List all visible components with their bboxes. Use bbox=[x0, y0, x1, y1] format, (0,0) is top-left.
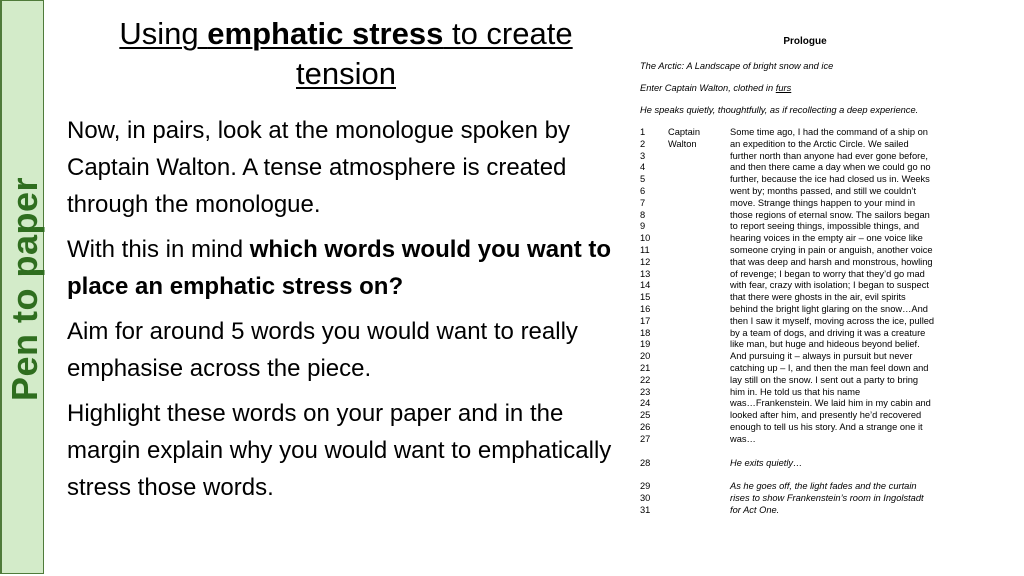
line-speaker bbox=[668, 198, 730, 210]
line-text: lay still on the snow. I sent out a party to bring bbox=[730, 374, 919, 385]
line-text: As he goes off, the light fades and the curtain bbox=[730, 481, 917, 492]
script-line bbox=[640, 280, 970, 292]
line-text: further, because the ice had closed us in. Weeks bbox=[730, 174, 930, 185]
line-speaker bbox=[668, 422, 730, 434]
line-speaker bbox=[668, 328, 730, 340]
line-number: 7 bbox=[640, 197, 646, 208]
line-speaker bbox=[668, 292, 730, 304]
title-bold: emphatic stress bbox=[207, 16, 444, 51]
line-number: 14 bbox=[640, 280, 651, 291]
line-number: 31 bbox=[640, 504, 651, 515]
line-number: 18 bbox=[640, 327, 651, 338]
line-text: was… bbox=[730, 433, 756, 444]
line-text: He exits quietly… bbox=[730, 457, 803, 468]
script-enter bbox=[640, 83, 970, 94]
script-setting: The Arctic: A Landscape of bright snow and ice bbox=[640, 61, 834, 71]
line-speaker bbox=[668, 351, 730, 363]
script-line bbox=[640, 351, 970, 363]
line-text: was…Frankenstein. We laid him in my cabin and bbox=[730, 398, 931, 409]
script-line bbox=[640, 328, 970, 340]
line-text: that was deep and harsh and monstrous, howling bbox=[730, 256, 933, 267]
line-speaker bbox=[668, 316, 730, 328]
instruction-p2-bold: which words would you want to place an emphatic stress on? bbox=[67, 236, 612, 300]
line-number: 8 bbox=[640, 209, 646, 220]
line-speaker bbox=[668, 434, 730, 446]
line-number: 19 bbox=[640, 339, 651, 350]
line-number: 2 bbox=[640, 138, 646, 149]
line-text: And pursuing it – always in pursuit but never bbox=[730, 351, 913, 362]
script-line bbox=[640, 410, 970, 422]
line-speaker bbox=[668, 280, 730, 292]
line-number: 3 bbox=[640, 150, 646, 161]
script-line bbox=[640, 257, 970, 269]
line-number: 24 bbox=[640, 398, 651, 409]
line-number: 30 bbox=[640, 493, 651, 504]
line-text: further north than anyone had ever gone before, bbox=[730, 150, 928, 161]
line-text: to report seeing things, impossible things, and bbox=[730, 221, 920, 232]
script-direction: He speaks quietly, thoughtfully, as if recollecting a deep experience. bbox=[640, 105, 919, 115]
script-line bbox=[640, 292, 970, 304]
line-text: by a team of dogs, and driving it was a creature bbox=[730, 327, 926, 338]
line-speaker bbox=[668, 162, 730, 174]
line-number: 22 bbox=[640, 374, 651, 385]
instruction-p1: Now, in pairs, look at the monologue spoken by Captain Walton. A tense atmosphere is created through the monologue. bbox=[67, 117, 570, 218]
line-speaker bbox=[668, 257, 730, 269]
line-speaker: Walton bbox=[668, 138, 697, 149]
line-number: 26 bbox=[640, 421, 651, 432]
line-text: someone crying in pain or anguish, another voice bbox=[730, 244, 933, 255]
line-number: 10 bbox=[640, 233, 651, 244]
script-line bbox=[640, 269, 970, 281]
line-speaker bbox=[668, 398, 730, 410]
line-number: 17 bbox=[640, 315, 651, 326]
sidebar-banner bbox=[0, 0, 44, 574]
line-number: 5 bbox=[640, 174, 646, 185]
line-number: 1 bbox=[640, 127, 646, 137]
line-speaker bbox=[668, 269, 730, 281]
line-text: looked after him, and presently he’d recovered bbox=[730, 410, 922, 421]
line-text: then I saw it myself, moving across the ice, pulled bbox=[730, 315, 935, 326]
line-text: of revenge; I began to worry that they’d go mad bbox=[730, 268, 925, 279]
line-number: 12 bbox=[640, 256, 651, 267]
line-speaker bbox=[668, 363, 730, 375]
title-part2: to create tension bbox=[296, 16, 573, 91]
line-speaker bbox=[668, 505, 730, 517]
line-speaker bbox=[668, 221, 730, 233]
script-line bbox=[640, 387, 970, 399]
script-line bbox=[640, 245, 970, 257]
line-speaker bbox=[668, 458, 730, 470]
line-text: an expedition to the Arctic Circle. We sailed bbox=[730, 138, 909, 149]
title-part1: Using bbox=[119, 16, 208, 51]
line-text: with fear, crazy with isolation; I began to suspect bbox=[730, 280, 929, 291]
script-lines bbox=[640, 127, 970, 517]
script-line bbox=[640, 505, 970, 517]
line-text: Some time ago, I had the command of a ship on bbox=[730, 127, 928, 137]
line-speaker bbox=[668, 410, 730, 422]
instruction-p2-plain: With this in mind bbox=[67, 236, 250, 263]
script-line bbox=[640, 304, 970, 316]
script-line bbox=[640, 398, 970, 410]
script-enter-word: furs bbox=[775, 83, 792, 93]
line-number: 28 bbox=[640, 457, 651, 468]
script-enter-text: Enter Captain Walton, clothed in bbox=[640, 83, 776, 93]
line-number: 27 bbox=[640, 433, 651, 444]
line-speaker bbox=[668, 375, 730, 387]
script-line bbox=[640, 233, 970, 245]
line-text: move. Strange things happen to your mind in bbox=[730, 197, 916, 208]
line-text: that there were ghosts in the air, evil spirits bbox=[730, 292, 906, 303]
script-line bbox=[640, 186, 970, 198]
line-speaker bbox=[668, 304, 730, 316]
line-speaker bbox=[668, 387, 730, 399]
line-number: 25 bbox=[640, 410, 651, 421]
line-number: 16 bbox=[640, 303, 651, 314]
line-speaker bbox=[668, 481, 730, 493]
line-number: 21 bbox=[640, 362, 651, 373]
line-text: those regions of eternal snow. The sailors began bbox=[730, 209, 930, 220]
line-number: 20 bbox=[640, 351, 651, 362]
line-number: 9 bbox=[640, 221, 646, 232]
line-number: 29 bbox=[640, 481, 651, 492]
script-excerpt bbox=[640, 36, 970, 517]
script-line bbox=[640, 198, 970, 210]
line-speaker bbox=[668, 174, 730, 186]
script-line bbox=[640, 316, 970, 328]
line-speaker bbox=[668, 186, 730, 198]
script-line bbox=[640, 339, 970, 351]
script-line bbox=[640, 151, 970, 163]
line-text: like man, but huge and hideous beyond belief. bbox=[730, 339, 920, 350]
script-line bbox=[640, 162, 970, 174]
line-text: went by; months passed, and still we couldn’t bbox=[730, 185, 917, 196]
sidebar-label: Pen to paper bbox=[4, 176, 45, 402]
line-text: enough to tell us his story. And a strange one it bbox=[730, 421, 923, 432]
script-line bbox=[640, 434, 970, 446]
line-text: behind the bright light glaring on the snow…And bbox=[730, 303, 928, 314]
line-number: 23 bbox=[640, 386, 651, 397]
instruction-p4: Highlight these words on your paper and in the margin explain why you would want to emphatically stress those words. bbox=[67, 400, 612, 501]
line-text: for Act One. bbox=[730, 504, 780, 515]
script-line bbox=[640, 422, 970, 434]
script-line bbox=[640, 221, 970, 233]
line-number: 4 bbox=[640, 162, 646, 173]
instruction-p3: Aim for around 5 words you would want to really emphasise across the piece. bbox=[67, 318, 578, 382]
line-speaker bbox=[668, 151, 730, 163]
script-line bbox=[640, 375, 970, 387]
line-speaker bbox=[668, 245, 730, 257]
script-line bbox=[640, 127, 970, 139]
page-title bbox=[72, 14, 620, 94]
script-line bbox=[640, 210, 970, 222]
script-line bbox=[640, 174, 970, 186]
script-line bbox=[640, 493, 970, 505]
script-line bbox=[640, 363, 970, 375]
script-line bbox=[640, 458, 970, 470]
line-number: 11 bbox=[640, 244, 650, 255]
line-speaker: Captain bbox=[668, 127, 701, 137]
instructions bbox=[67, 112, 627, 514]
line-number: 13 bbox=[640, 268, 651, 279]
line-speaker bbox=[668, 210, 730, 222]
line-number: 15 bbox=[640, 292, 651, 303]
script-heading: Prologue bbox=[783, 36, 827, 47]
line-speaker bbox=[668, 339, 730, 351]
line-text: hearing voices in the empty air – one voice like bbox=[730, 233, 923, 244]
line-speaker bbox=[668, 233, 730, 245]
line-number: 6 bbox=[640, 185, 646, 196]
script-line bbox=[640, 139, 970, 151]
line-text: rises to show Frankenstein’s room in Ingolstadt bbox=[730, 493, 924, 504]
line-text: him in. He told us that his name bbox=[730, 386, 861, 397]
instruction-p2 bbox=[67, 231, 627, 305]
line-text: and then there came a day when we could go no bbox=[730, 162, 931, 173]
line-speaker bbox=[668, 493, 730, 505]
script-line bbox=[640, 481, 970, 493]
line-text: catching up – I, and then the man feel down and bbox=[730, 362, 929, 373]
